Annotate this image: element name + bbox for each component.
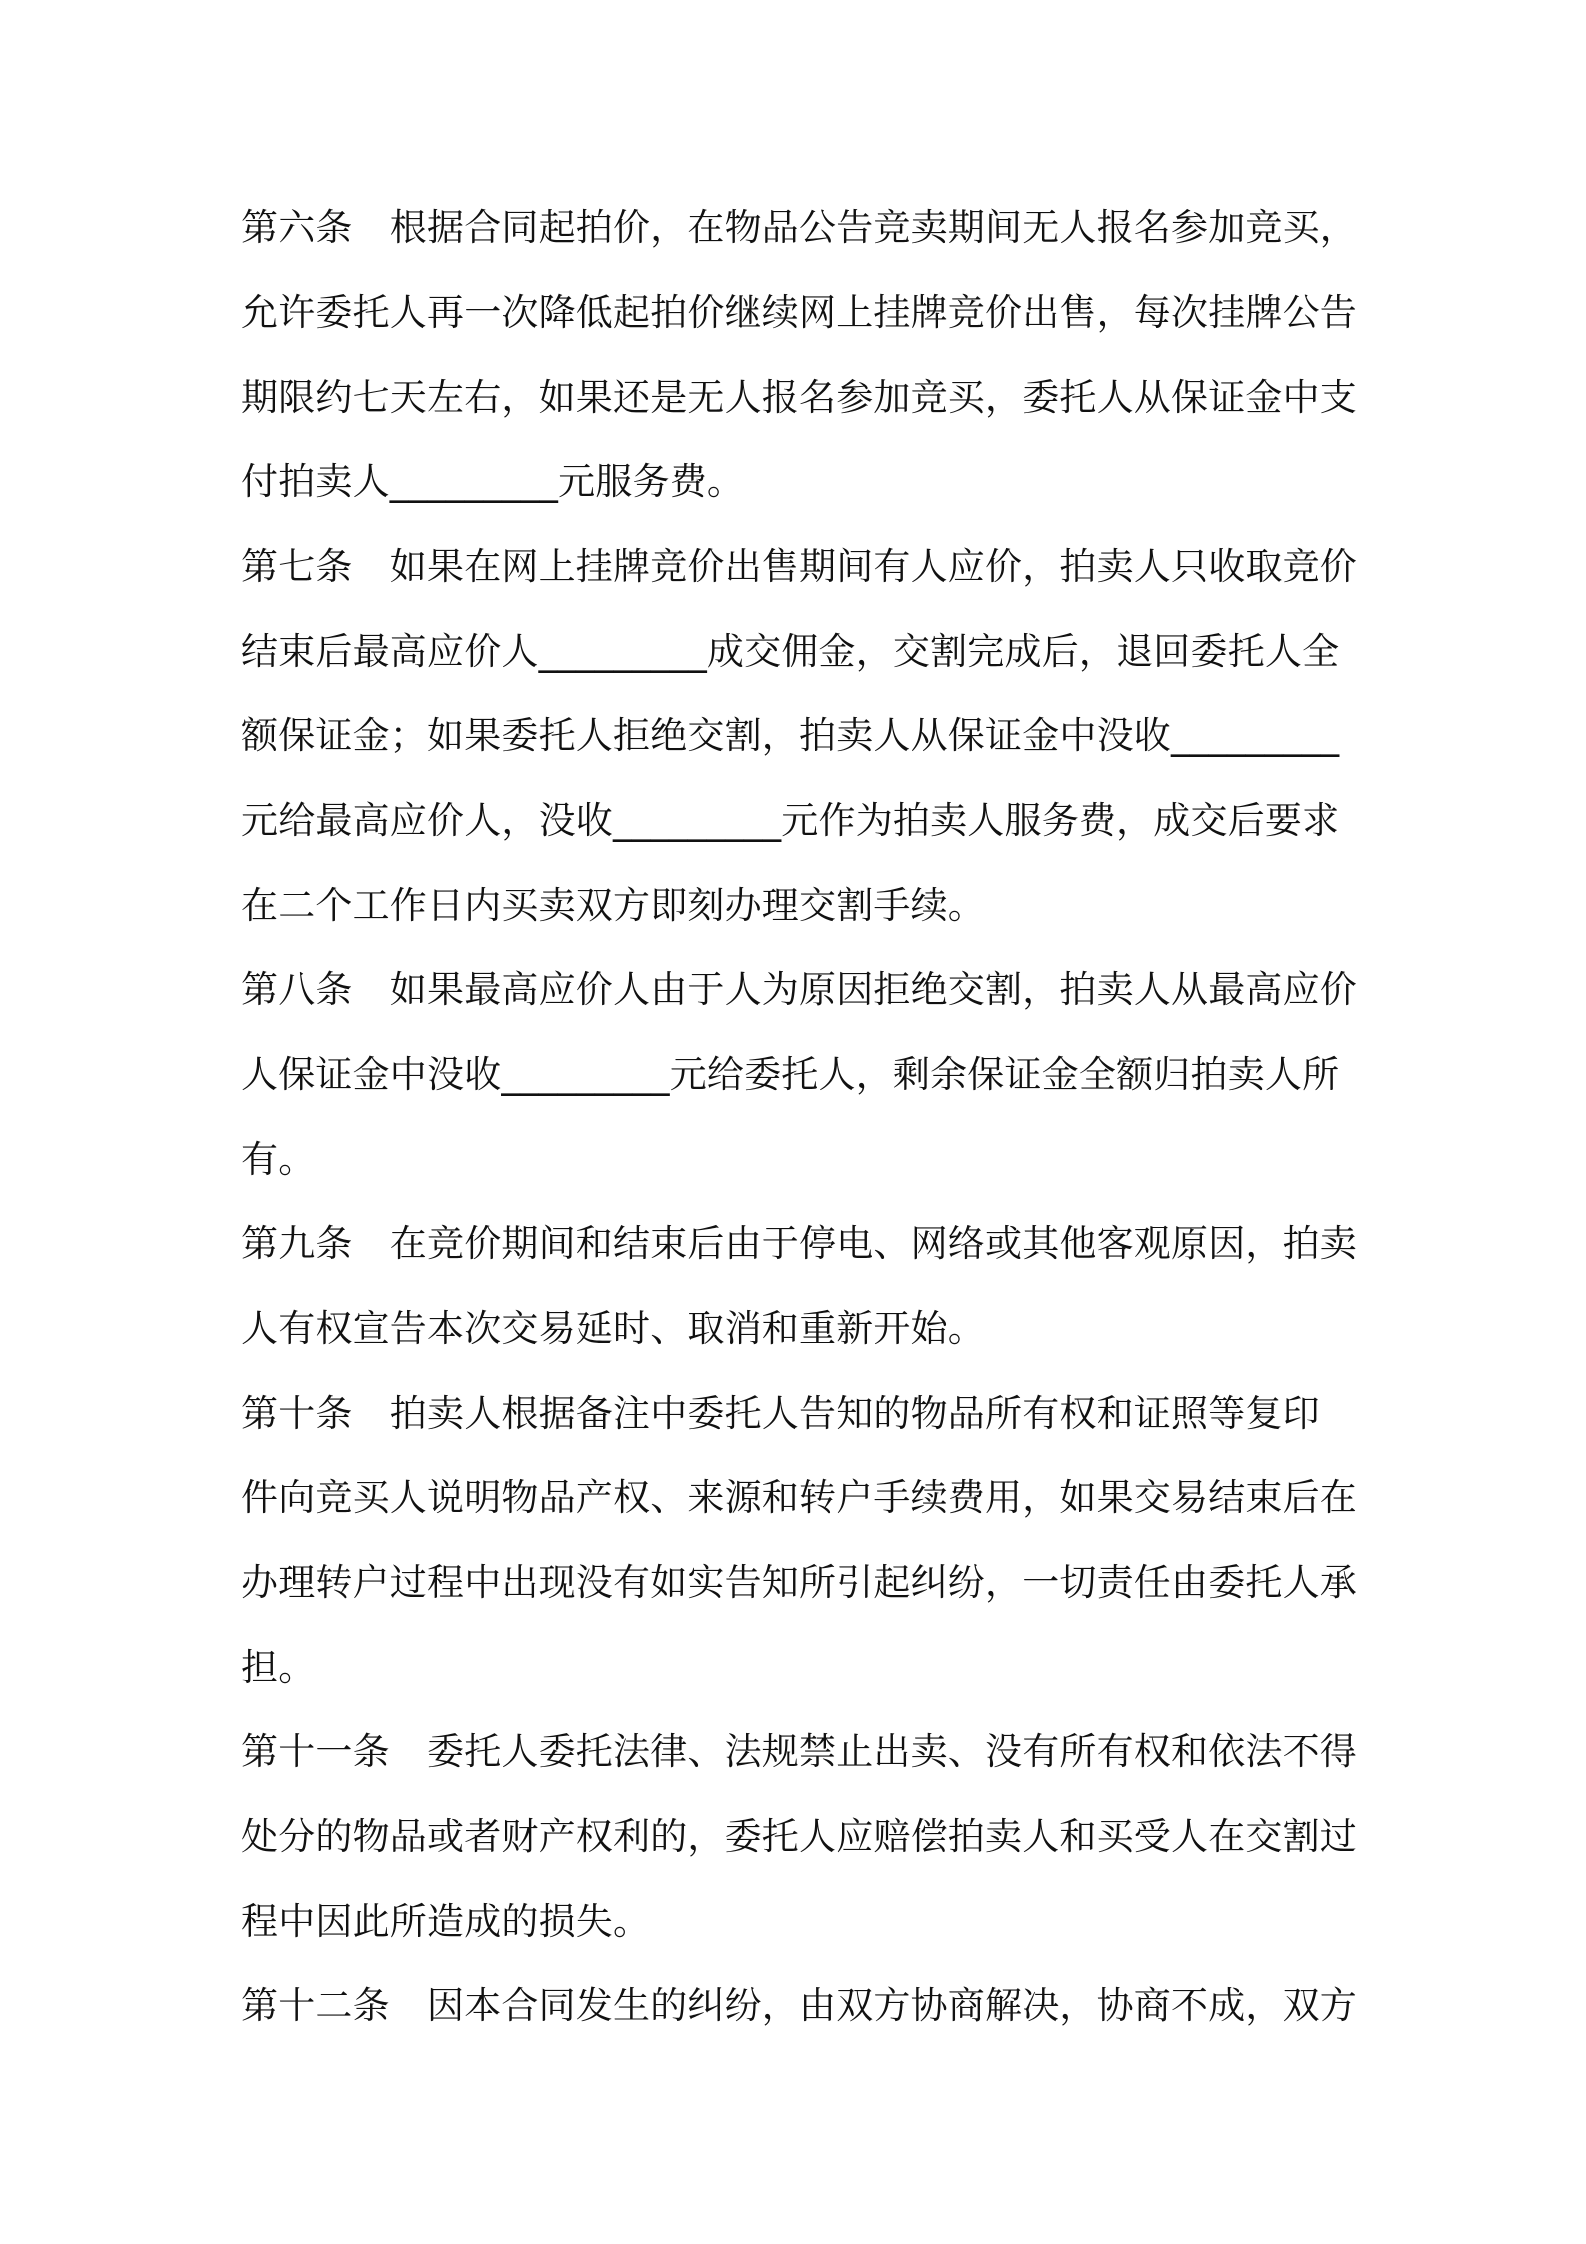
text-line: 件向竞买人说明物品产权、来源和转户手续费用，如果交易结束后在 [241,1476,1357,1519]
text-line: 付拍卖人_________元服务费。 [241,460,745,503]
text-line: 第十二条 因本合同发生的纠纷，由双方协商解决，协商不成，双方 [241,1984,1357,2027]
text-line: 人保证金中没收_________元给委托人，剩余保证金全额归拍卖人所 [241,1053,1340,1096]
text-line: 期限约七天左右，如果还是无人报名参加竞买，委托人从保证金中支 [241,376,1357,419]
text-line: 第九条 在竞价期间和结束后由于停电、网络或其他客观原因，拍卖 [241,1222,1357,1265]
text-line: 处分的物品或者财产权利的，委托人应赔偿拍卖人和买受人在交割过 [241,1815,1357,1858]
text-line: 额保证金；如果委托人拒绝交割，拍卖人从保证金中没收_________ [241,714,1340,757]
text-line: 第六条 根据合同起拍价，在物品公告竞卖期间无人报名参加竞买， [241,206,1357,249]
text-line: 在二个工作日内买卖双方即刻办理交割手续。 [241,884,985,927]
text-line: 有。 [241,1138,316,1181]
text-line: 担。 [241,1646,316,1689]
text-line: 人有权宣告本次交易延时、取消和重新开始。 [241,1307,985,1350]
text-line: 第八条 如果最高应价人由于人为原因拒绝交割，拍卖人从最高应价 [241,968,1357,1011]
text-line: 第十一条 委托人委托法律、法规禁止出卖、没有所有权和依法不得 [241,1730,1357,1773]
text-line: 结束后最高应价人_________成交佣金，交割完成后，退回委托人全 [241,630,1340,673]
text-line: 办理转户过程中出现没有如实告知所引起纠纷，一切责任由委托人承 [241,1561,1357,1604]
text-line: 程中因此所造成的损失。 [241,1900,651,1943]
text-line: 第十条 拍卖人根据备注中委托人告知的物品所有权和证照等复印 [241,1392,1320,1435]
text-line: 第七条 如果在网上挂牌竞价出售期间有人应价，拍卖人只收取竞价 [241,545,1357,588]
text-line: 元给最高应价人，没收_________元作为拍卖人服务费，成交后要求 [241,799,1340,842]
text-line: 允许委托人再一次降低起拍价继续网上挂牌竞价出售，每次挂牌公告 [241,291,1357,334]
